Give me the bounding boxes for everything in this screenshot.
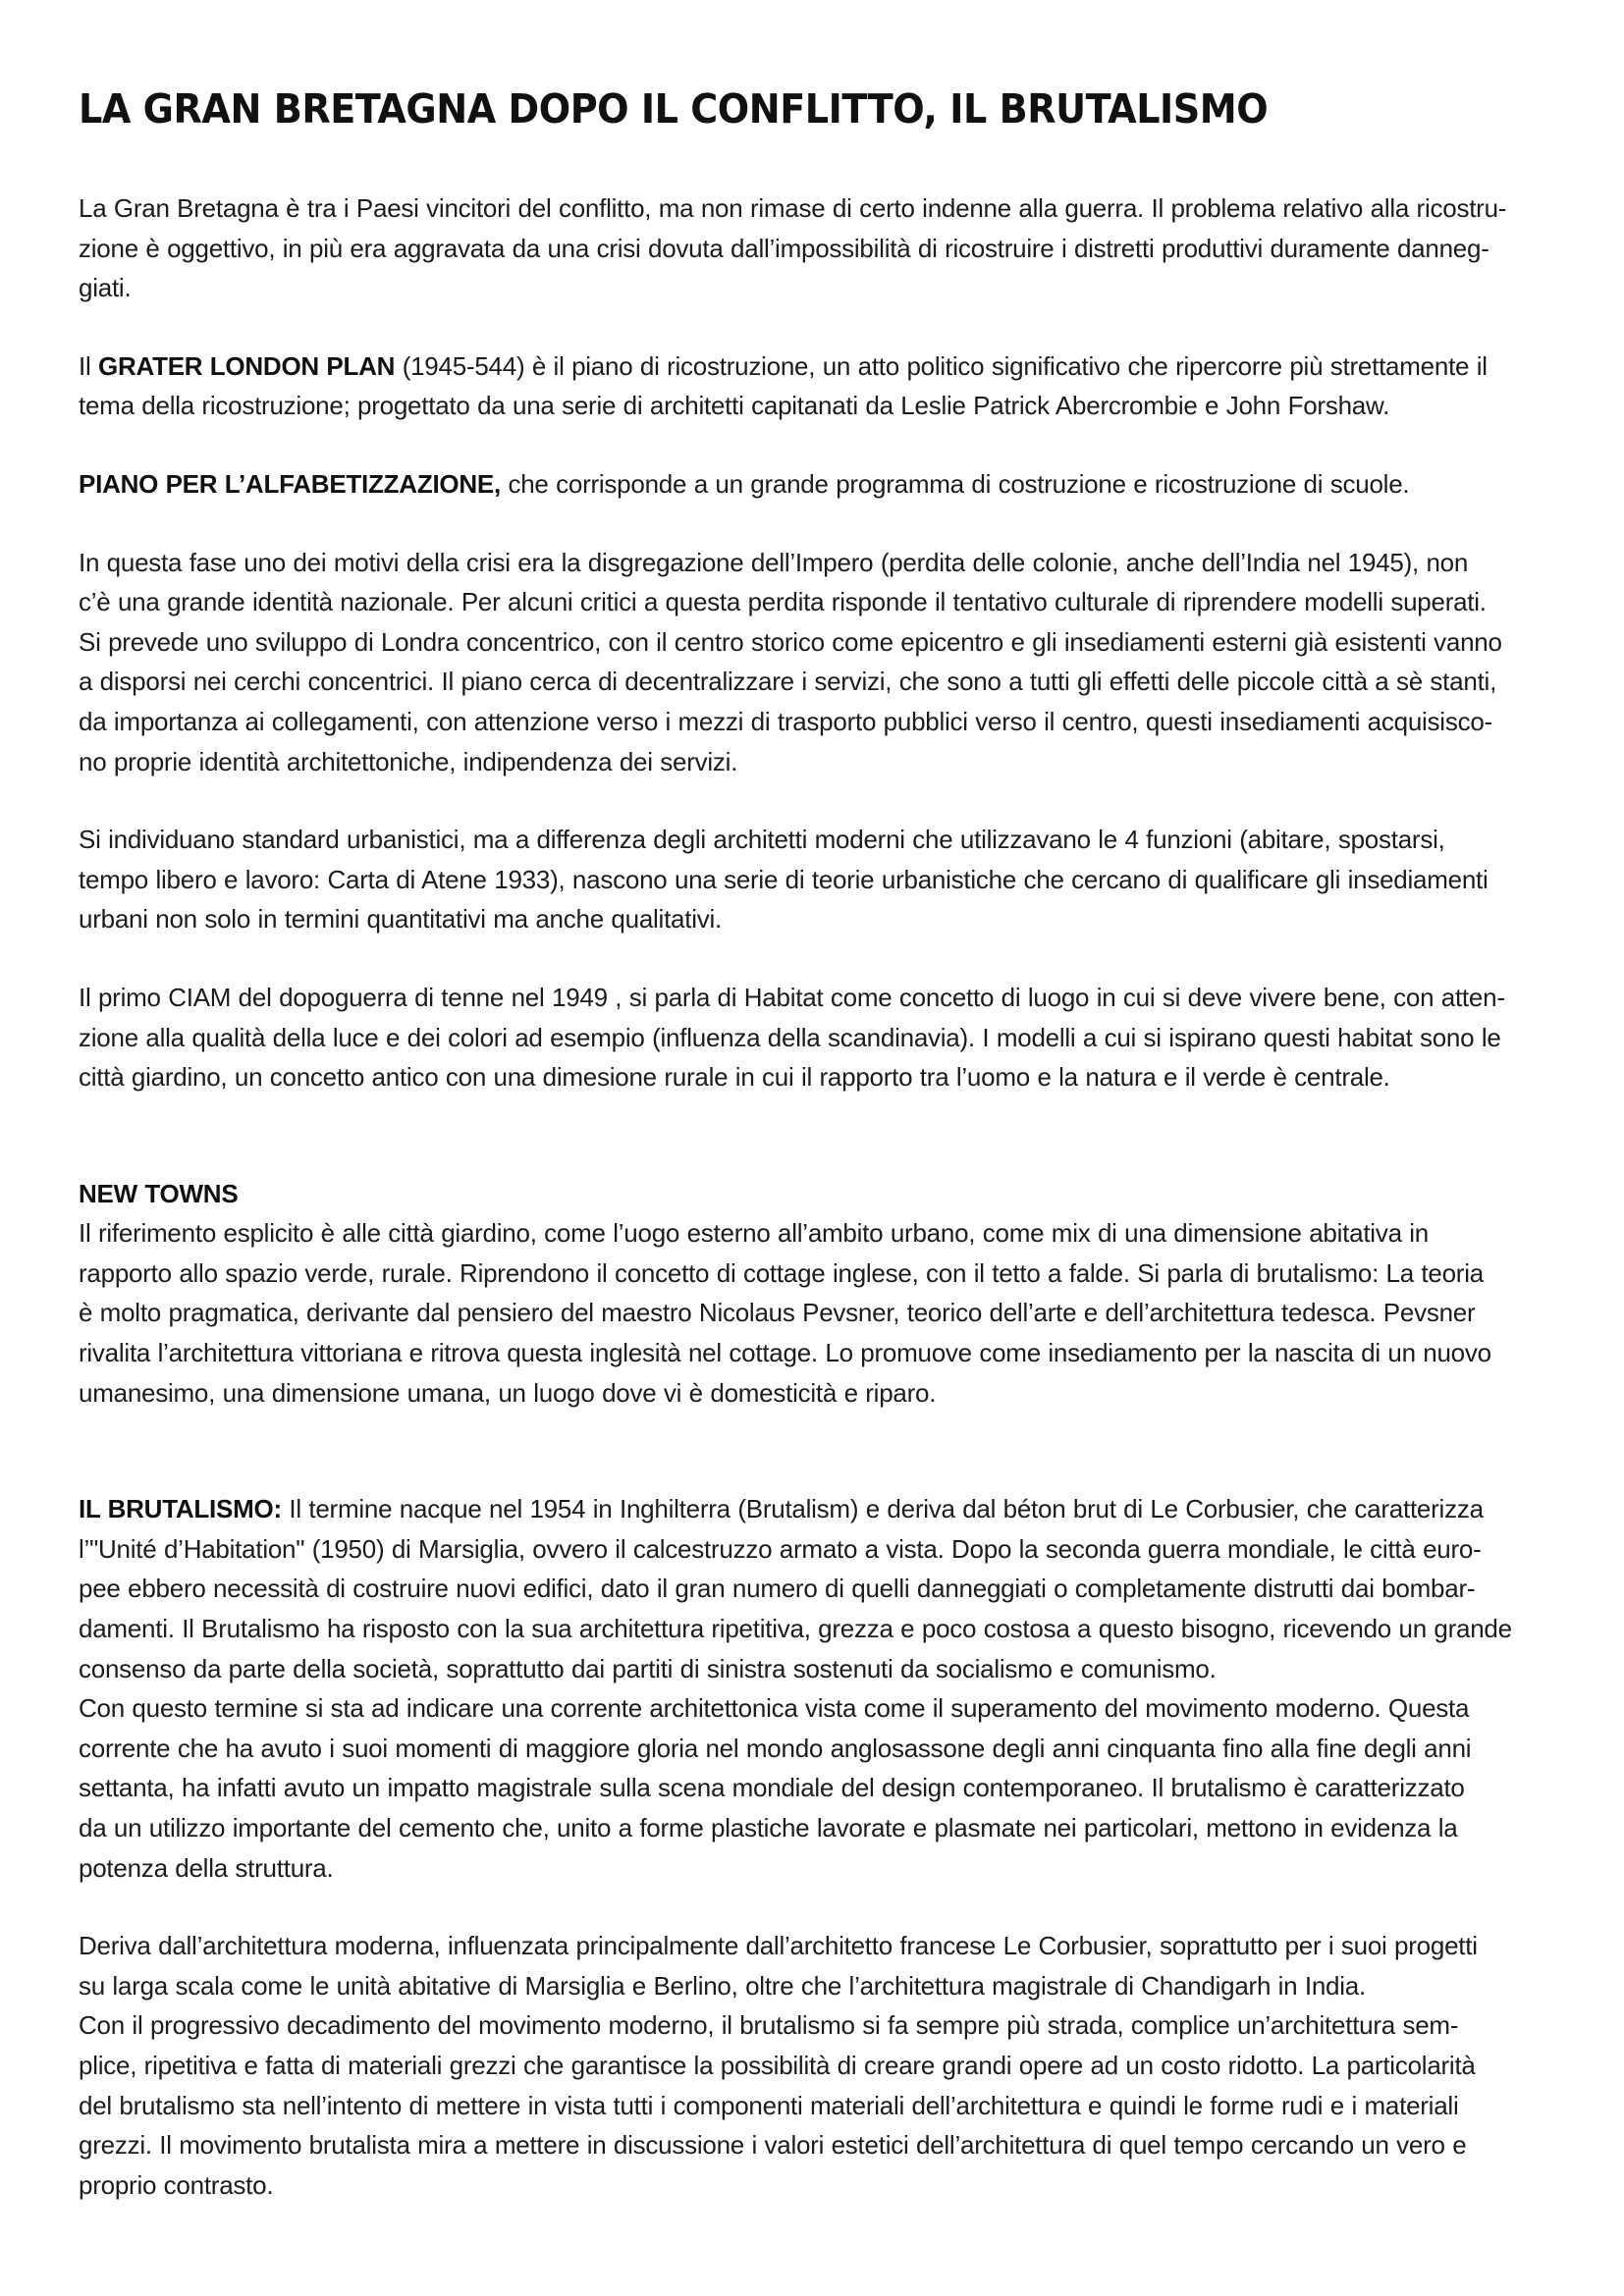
- text-line: Si prevede uno sviluppo di Londra concentrico, con il centro storico come epicentro e gli insediamenti esterni già esistenti vanno: [79, 626, 1502, 657]
- text-line: In questa fase uno dei motivi della crisi era la disgregazione dell’Impero (perdita delle colonie, anche dell’India nel 1945), non: [79, 547, 1469, 577]
- intro-paragraph: [79, 188, 1551, 308]
- literacy-plan-term: PIANO PER L’ALFABETIZZAZIONE,: [79, 468, 501, 499]
- plan-line-rest: (1945-544) è il piano di ricostruzione, un atto politico significativo che ripercorre più strettamente il: [395, 350, 1488, 381]
- text-line: urbani non solo in termini quantitativi ma anche qualitativi.: [79, 904, 723, 934]
- text-line: [79, 1489, 1551, 1529]
- brutalism-paragraph: [79, 1489, 1551, 1888]
- text-line: rivalita l’architettura vittoriana e ritrova questa inglesità nel cottage. Lo promuove come insediamento per la nascita di un nuovo: [79, 1338, 1491, 1368]
- text-line: no proprie identità architettoniche, indipendenza dei servizi.: [79, 746, 738, 776]
- literacy-plan-paragraph: [79, 464, 1551, 505]
- text-line: città giardino, un concetto antico con una dimesione rurale in cui il rapporto tra l’uomo e la natura e il verde è centrale.: [79, 1062, 1390, 1093]
- section-spacer: [79, 1413, 1551, 1489]
- text-line: Il riferimento esplicito è alle città giardino, come l’uogo esterno all’ambito urbano, come mix di una dimensione abitativa in: [79, 1218, 1429, 1249]
- text-line: da importanza ai collegamenti, con attenzione verso i mezzi di trasporto pubblici verso il centro, questi insediamenti acquisisco-: [79, 706, 1492, 736]
- text-line: damenti. Il Brutalismo ha risposto con la sua architettura ripetitiva, grezza e poco costosa a questo bisogno, ricevendo un grande: [79, 1614, 1512, 1644]
- crisis-paragraph: [79, 543, 1551, 782]
- text-line: plice, ripetitiva e fatta di materiali grezzi che garantisce la possibilità di creare grandi opere ad un costo ridotto. La particolarità: [79, 2050, 1476, 2080]
- london-plan-term: GRATER LONDON PLAN: [97, 350, 396, 381]
- new-towns-heading: NEW TOWNS: [79, 1178, 239, 1208]
- paragraph-spacer: [79, 426, 1551, 464]
- text-line: a disporsi nei cerchi concentrici. Il piano cerca di decentralizzare i servizi, che sono a tutti gli effetti delle piccole città a sè stanti,: [79, 667, 1497, 697]
- text-line: da un utilizzo importante del cemento che, unito a forme plastiche lavorate e plasmate nei particolari, mettono in evidenza la: [79, 1813, 1458, 1842]
- text-line: l’"Unité d’Habitation" (1950) di Marsiglia, ovvero il calcestruzzo armato a vista. Dopo la seconda guerra mondiale, le città euro-: [79, 1533, 1482, 1564]
- text-line: Con il progressivo decadimento del movimento moderno, il brutalismo si fa sempre più strada, complice un’architettura sem-: [79, 2010, 1459, 2041]
- paragraph-spacer: [79, 1888, 1551, 1926]
- text-line: [79, 347, 1551, 387]
- text-line: proprio contrasto.: [79, 2169, 274, 2200]
- brutalism-term: IL BRUTALISMO:: [79, 1494, 282, 1524]
- paragraph-spacer: [79, 505, 1551, 543]
- literacy-plan-rest: che corrisponde a un grande programma di costruzione e ricostruzione di scuole.: [501, 468, 1410, 499]
- ciam-paragraph: [79, 978, 1551, 1097]
- text-line: pee ebbero necessità di costruire nuovi edifici, dato il gran numero di quelli danneggiati o completamente distrutti dai bombar-: [79, 1574, 1476, 1604]
- page-title: LA GRAN BRETAGNA DOPO IL CONFLITTO, IL BRUTALISMO: [79, 85, 1269, 133]
- text-line: grezzi. Il movimento brutalista mira a mettere in discussione i valori estetici dell’architettura di quel tempo cercando un vero e: [79, 2130, 1467, 2161]
- text-line: Deriva dall’architettura moderna, influenzata principalmente dall’architetto francese Le Corbusier, soprattutto per i suoi progetti: [79, 1931, 1478, 1961]
- text-line: La Gran Bretagna è tra i Paesi vincitori del conflitto, ma non rimase di certo indenne alla guerra. Il problema relativo alla ricostru-: [79, 193, 1507, 223]
- standards-paragraph: [79, 820, 1551, 939]
- text-line: giati.: [79, 273, 132, 303]
- text-line: zione è oggettivo, in più era aggravata da una crisi dovuta dall’impossibilità di ricostruire i distretti produttivi duramente danneg-: [79, 233, 1489, 263]
- text-line: zione alla qualità della luce e dei colori ad esempio (influenza della scandinavia). I modelli a cui si ispirano questi habitat sono le: [79, 1022, 1501, 1052]
- london-plan-paragraph: [79, 347, 1551, 426]
- text-line: umanesimo, una dimensione umana, un luogo dove vi è domesticità e riparo.: [79, 1377, 937, 1408]
- text-line: tempo libero e lavoro: Carta di Atene 1933), nascono una serie di teorie urbanistiche che cercano di qualificare gli insediamenti: [79, 864, 1489, 894]
- text-line: settanta, ha infatti avuto un impatto magistrale sulla scena mondiale del design contemporaneo. Il brutalismo è caratterizzato: [79, 1773, 1465, 1803]
- new-towns-section: [79, 1174, 1551, 1414]
- text-line: Si individuano standard urbanistici, ma a differenza degli architetti moderni che utilizzavano le 4 funzioni (abitare, spostarsi,: [79, 825, 1445, 855]
- paragraph-spacer: [79, 939, 1551, 978]
- text-line: consenso da parte della società, soprattutto dai partiti di sinistra sostenuti da socialismo e comunismo.: [79, 1653, 1217, 1683]
- text-line: Con questo termine si sta ad indicare una corrente architettonica vista come il superamento del movimento moderno. Questa: [79, 1693, 1470, 1724]
- text-line: tema della ricostruzione; progettato da una serie di architetti capitanati da Leslie Patrick Abercrombie e John Forshaw.: [79, 391, 1390, 421]
- text-line: è molto pragmatica, derivante dal pensiero del maestro Nicolaus Pevsner, teorico dell’arte e dell’architettura tedesca. Pevsner: [79, 1298, 1476, 1328]
- document-page: [79, 84, 1551, 2205]
- text-line: c’è una grande identità nazionale. Per alcuni critici a questa perdita risponde il tentativo culturale di riprendere modelli superati.: [79, 587, 1487, 617]
- text-line: Il primo CIAM del dopoguerra di tenne nel 1949 , si parla di Habitat come concetto di luogo in cui si deve vivere bene, con atten-: [79, 982, 1505, 1012]
- section-spacer: [79, 1097, 1551, 1174]
- text-line: su larga scala come le unità abitative di Marsiglia e Berlino, oltre che l’architettura magistrale di Chandigarh in India.: [79, 1970, 1366, 2001]
- plan-prefix: Il: [79, 350, 98, 381]
- paragraph-spacer: [79, 781, 1551, 820]
- text-line: corrente che ha avuto i suoi momenti di maggiore gloria nel mondo anglosassone degli anni cinquanta fino alla fine degli anni: [79, 1733, 1472, 1763]
- text-line: rapporto allo spazio verde, rurale. Riprendono il concetto di cottage inglese, con il tetto a falde. Si parla di brutalismo: La teoria: [79, 1257, 1484, 1288]
- derivation-paragraph: [79, 1926, 1551, 2205]
- paragraph-spacer: [79, 308, 1551, 347]
- text-line: [79, 464, 1551, 505]
- text-line: potenza della struttura.: [79, 1852, 334, 1883]
- brutalism-line-rest: Il termine nacque nel 1954 in Inghilterra (Brutalism) e deriva dal béton brut di Le Corbusier, che caratterizza: [281, 1494, 1484, 1524]
- text-line: del brutalismo sta nell’intento di mettere in vista tutti i componenti materiali dell’architettura e quindi le forme rudi e i materiali: [79, 2090, 1459, 2120]
